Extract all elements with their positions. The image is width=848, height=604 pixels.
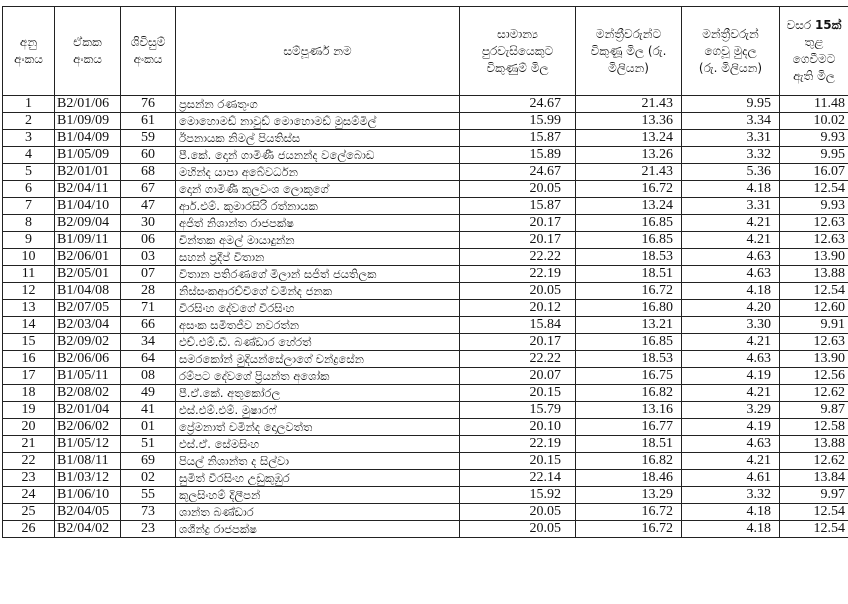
mp-paid-cell: 4.18 [682,521,780,538]
mp-paid-cell: 4.21 [682,215,780,232]
unit-code-cell: B2/06/01 [55,249,121,266]
unit-code-cell: B1/05/09 [55,147,121,164]
mp-price-cell: 16.82 [576,453,682,470]
name-cell: පී.ඒ.කේ. අතුකෝරල [176,385,460,402]
serial-cell: 26 [3,521,55,538]
unit-code-cell: B1/09/11 [55,232,121,249]
name-cell: දොන් ගාමිණී කුලවංශ ලොකුගේ [176,181,460,198]
mp-paid-cell: 3.31 [682,198,780,215]
table-row [3,436,848,453]
table-row [3,453,848,470]
serial-cell: 8 [3,215,55,232]
mp-paid-cell: 4.20 [682,300,780,317]
public-price-cell: 15.99 [460,113,576,130]
name-cell: මහින්ද යාපා අබේවර්ධන [176,164,460,181]
contract-number-cell: 41 [121,402,176,419]
unit-code-cell: B2/09/02 [55,334,121,351]
name-cell: එස්.එම්.එම්. මුෂාරෆ් [176,402,460,419]
contract-number-cell: 23 [121,521,176,538]
mp-price-cell: 16.72 [576,504,682,521]
table-row [3,385,848,402]
name-cell: පියල් නිශාන්ත ද සිල්වා [176,453,460,470]
serial-cell: 20 [3,419,55,436]
balance-cell: 9.93 [780,198,848,215]
public-price-cell: 20.17 [460,215,576,232]
name-cell: අජිත් නිශාන්ත රාජපක්ෂ [176,215,460,232]
mp-paid-cell: 4.19 [682,419,780,436]
name-cell: සුමිත් වීරසිංහ උඩුකුඹුර [176,470,460,487]
public-price-cell: 24.67 [460,164,576,181]
table-row [3,300,848,317]
mp-price-cell: 13.16 [576,402,682,419]
public-price-cell: 20.05 [460,181,576,198]
mp-price-cell: 21.43 [576,96,682,113]
unit-code-cell: B1/08/11 [55,453,121,470]
contract-number-cell: 51 [121,436,176,453]
serial-cell: 2 [3,113,55,130]
contract-number-cell: 60 [121,147,176,164]
mp-price-cell: 16.72 [576,283,682,300]
public-price-cell: 22.14 [460,470,576,487]
name-cell: වීරසිංහ දේවගේ වීරසිංහ [176,300,460,317]
contract-number-cell: 69 [121,453,176,470]
unit-code-cell: B2/07/05 [55,300,121,317]
header-contract-number: ශිවිසුම් අංකය [121,7,176,96]
mp-price-cell: 13.36 [576,113,682,130]
unit-code-cell: B2/01/04 [55,402,121,419]
table-row [3,164,848,181]
unit-code-cell: B2/04/11 [55,181,121,198]
unit-code-cell: B2/05/01 [55,266,121,283]
contract-number-cell: 61 [121,113,176,130]
serial-cell: 7 [3,198,55,215]
balance-cell: 13.88 [780,266,848,283]
public-price-cell: 24.67 [460,96,576,113]
balance-cell: 12.60 [780,300,848,317]
public-price-cell: 20.05 [460,283,576,300]
name-cell: නිස්සංකආරච්චිගේ චමින්ද ජනක [176,283,460,300]
mp-price-cell: 13.29 [576,487,682,504]
header-serial-number: අනු අංකය [3,7,55,96]
table-row [3,249,848,266]
public-price-cell: 20.07 [460,368,576,385]
public-price-cell: 22.19 [460,436,576,453]
table-row [3,130,848,147]
balance-cell: 12.62 [780,453,848,470]
contract-number-cell: 64 [121,351,176,368]
public-price-cell: 20.05 [460,521,576,538]
balance-cell: 13.88 [780,436,848,453]
contract-number-cell: 01 [121,419,176,436]
public-price-cell: 20.17 [460,334,576,351]
balance-cell: 9.93 [780,130,848,147]
unit-code-cell: B1/06/10 [55,487,121,504]
contract-number-cell: 49 [121,385,176,402]
serial-cell: 3 [3,130,55,147]
mp-price-cell: 18.53 [576,351,682,368]
balance-cell: 12.54 [780,504,848,521]
serial-cell: 9 [3,232,55,249]
name-cell: පී.කේ. දොන් ගාමිණී ජයනන්ද වලේබොඩ [176,147,460,164]
table-row [3,334,848,351]
table-row [3,198,848,215]
balance-cell: 11.48 [780,96,848,113]
balance-cell: 9.87 [780,402,848,419]
serial-cell: 25 [3,504,55,521]
public-price-cell: 15.84 [460,317,576,334]
mp-paid-cell: 3.32 [682,147,780,164]
public-price-cell: 15.87 [460,198,576,215]
public-price-cell: 20.15 [460,453,576,470]
table-row [3,487,848,504]
header-unit-number: ඒකක අංකය [55,7,121,96]
public-price-cell: 20.15 [460,385,576,402]
serial-cell: 6 [3,181,55,198]
balance-cell: 9.95 [780,147,848,164]
mp-paid-cell: 4.21 [682,334,780,351]
mp-paid-cell: 4.21 [682,453,780,470]
mp-paid-cell: 4.63 [682,351,780,368]
name-cell: ආර්.එම්. කුමාරසිරි රත්නායක [176,198,460,215]
table-row [3,402,848,419]
table-row [3,181,848,198]
name-cell: රම්පට දේවගේ ප්‍රියන්ත අශෝක [176,368,460,385]
table-row [3,317,848,334]
serial-cell: 13 [3,300,55,317]
mp-housing-price-table [2,6,848,538]
table-row [3,521,848,538]
name-cell: කුලසිංහම් දිලීපන් [176,487,460,504]
mp-price-cell: 13.26 [576,147,682,164]
mp-paid-cell: 4.21 [682,385,780,402]
serial-cell: 16 [3,351,55,368]
mp-price-cell: 16.72 [576,181,682,198]
unit-code-cell: B2/04/02 [55,521,121,538]
table-row [3,215,848,232]
unit-code-cell: B2/04/05 [55,504,121,521]
contract-number-cell: 03 [121,249,176,266]
name-cell: මොහොමඩ් නාවුඩ් මොහොමඩ් මුසම්මිල් [176,113,460,130]
table-row [3,113,848,130]
mp-paid-cell: 3.30 [682,317,780,334]
contract-number-cell: 71 [121,300,176,317]
mp-price-cell: 13.21 [576,317,682,334]
contract-number-cell: 67 [121,181,176,198]
balance-cell: 13.90 [780,249,848,266]
serial-cell: 24 [3,487,55,504]
balance-cell: 16.07 [780,164,848,181]
contract-number-cell: 30 [121,215,176,232]
name-cell: චින්තක අමල් මායාදුන්න [176,232,460,249]
mp-price-cell: 16.72 [576,521,682,538]
mp-price-cell: 16.75 [576,368,682,385]
balance-cell: 13.90 [780,351,848,368]
unit-code-cell: B2/06/06 [55,351,121,368]
header-row [3,7,848,96]
mp-price-cell: 18.53 [576,249,682,266]
balance-cell: 12.56 [780,368,848,385]
contract-number-cell: 76 [121,96,176,113]
name-cell: එස්.ඒ. සේමසිංහ [176,436,460,453]
serial-cell: 18 [3,385,55,402]
serial-cell: 17 [3,368,55,385]
header-mp-price: මන්ත්‍රීවරුන්ට විකුණූ මිල (රු. මිලියන) [576,7,682,96]
name-cell: අසංක සමිතජීව නවරත්න [176,317,460,334]
public-price-cell: 22.19 [460,266,576,283]
balance-cell: 12.54 [780,181,848,198]
balance-cell: 12.63 [780,232,848,249]
serial-cell: 10 [3,249,55,266]
unit-code-cell: B2/08/02 [55,385,121,402]
balance-cell: 12.63 [780,215,848,232]
mp-paid-cell: 4.18 [682,504,780,521]
serial-cell: 15 [3,334,55,351]
contract-number-cell: 28 [121,283,176,300]
mp-price-cell: 13.24 [576,198,682,215]
serial-cell: 4 [3,147,55,164]
mp-paid-cell: 3.29 [682,402,780,419]
contract-number-cell: 66 [121,317,176,334]
balance-cell: 12.54 [780,521,848,538]
public-price-cell: 20.10 [460,419,576,436]
mp-paid-cell: 3.32 [682,487,780,504]
contract-number-cell: 59 [121,130,176,147]
public-price-cell: 22.22 [460,351,576,368]
mp-price-cell: 16.82 [576,385,682,402]
mp-paid-cell: 4.19 [682,368,780,385]
name-cell: ප්‍රසන්න රණතුංග [176,96,460,113]
contract-number-cell: 68 [121,164,176,181]
header-public-price: සාමාන්‍ය පුරවැසියෙකුට විකුණුම් මිල [460,7,576,96]
serial-cell: 12 [3,283,55,300]
balance-cell: 13.84 [780,470,848,487]
mp-paid-cell: 9.95 [682,96,780,113]
unit-code-cell: B1/04/09 [55,130,121,147]
balance-cell: 9.97 [780,487,848,504]
table-row [3,504,848,521]
header-mp-paid: මන්ත්‍රීවරුන් ගෙවූ මුදල (රු. මිලියන) [682,7,780,96]
name-cell: ශාන්ත බණ්ඩාර [176,504,460,521]
public-price-cell: 22.22 [460,249,576,266]
balance-cell: 9.91 [780,317,848,334]
unit-code-cell: B2/01/06 [55,96,121,113]
mp-paid-cell: 3.31 [682,130,780,147]
serial-cell: 11 [3,266,55,283]
serial-cell: 22 [3,453,55,470]
mp-price-cell: 18.46 [576,470,682,487]
mp-price-cell: 21.43 [576,164,682,181]
mp-paid-cell: 4.18 [682,181,780,198]
mp-paid-cell: 4.63 [682,436,780,453]
unit-code-cell: B1/05/12 [55,436,121,453]
mp-price-cell: 16.85 [576,232,682,249]
name-cell: සමරකෝන් මුදියන්සේලාගේ චන්ද්‍රසේන [176,351,460,368]
contract-number-cell: 08 [121,368,176,385]
balance-cell: 12.62 [780,385,848,402]
table-row [3,266,848,283]
mp-paid-cell: 5.36 [682,164,780,181]
table-row [3,232,848,249]
unit-code-cell: B1/04/10 [55,198,121,215]
mp-price-cell: 18.51 [576,436,682,453]
contract-number-cell: 47 [121,198,176,215]
unit-code-cell: B1/03/12 [55,470,121,487]
mp-price-cell: 13.24 [576,130,682,147]
table-row [3,147,848,164]
mp-paid-cell: 4.21 [682,232,780,249]
header-full-name: සම්පූර්ණ නම [176,7,460,96]
name-cell: සහන් ප්‍රදීප් විතාන [176,249,460,266]
name-cell: ප්‍රේමනාත් චමින්ද දොලවත්ත [176,419,460,436]
name-cell: විතාන පතිරණගේ මිලාන් සජිත් ජයතිලක [176,266,460,283]
table-row [3,351,848,368]
mp-price-cell: 18.51 [576,266,682,283]
public-price-cell: 15.92 [460,487,576,504]
table-row [3,96,848,113]
public-price-cell: 15.89 [460,147,576,164]
public-price-cell: 20.17 [460,232,576,249]
table-row [3,283,848,300]
public-price-cell: 20.12 [460,300,576,317]
serial-cell: 21 [3,436,55,453]
contract-number-cell: 07 [121,266,176,283]
serial-cell: 19 [3,402,55,419]
name-cell: ශශීන්ද්‍ර රාජපක්ෂ [176,521,460,538]
mp-paid-cell: 4.61 [682,470,780,487]
mp-paid-cell: 3.34 [682,113,780,130]
contract-number-cell: 02 [121,470,176,487]
balance-cell: 12.63 [780,334,848,351]
unit-code-cell: B1/04/08 [55,283,121,300]
table-row [3,419,848,436]
unit-code-cell: B2/09/04 [55,215,121,232]
public-price-cell: 15.79 [460,402,576,419]
mp-price-cell: 16.85 [576,215,682,232]
table-body [3,96,848,538]
name-cell: ඊපනායක නිමල් පියතිස්ස [176,130,460,147]
public-price-cell: 20.05 [460,504,576,521]
mp-price-cell: 16.77 [576,419,682,436]
balance-cell: 10.02 [780,113,848,130]
public-price-cell: 15.87 [460,130,576,147]
balance-cell: 12.54 [780,283,848,300]
mp-paid-cell: 4.18 [682,283,780,300]
mp-paid-cell: 4.63 [682,266,780,283]
table-row [3,470,848,487]
balance-cell: 12.58 [780,419,848,436]
mp-price-cell: 16.85 [576,334,682,351]
contract-number-cell: 73 [121,504,176,521]
unit-code-cell: B2/06/02 [55,419,121,436]
header-balance-15-years: වසර 15ක් තුළ ගෙවීමට ඇති මිල [780,7,848,96]
contract-number-cell: 06 [121,232,176,249]
name-cell: එච්.එම්.ඩී. බණ්ඩාර හේරත් [176,334,460,351]
serial-cell: 14 [3,317,55,334]
contract-number-cell: 55 [121,487,176,504]
unit-code-cell: B1/09/09 [55,113,121,130]
table-row [3,368,848,385]
serial-cell: 5 [3,164,55,181]
contract-number-cell: 34 [121,334,176,351]
unit-code-cell: B1/05/11 [55,368,121,385]
mp-paid-cell: 4.63 [682,249,780,266]
serial-cell: 23 [3,470,55,487]
mp-price-cell: 16.80 [576,300,682,317]
unit-code-cell: B2/01/01 [55,164,121,181]
unit-code-cell: B2/03/04 [55,317,121,334]
serial-cell: 1 [3,96,55,113]
